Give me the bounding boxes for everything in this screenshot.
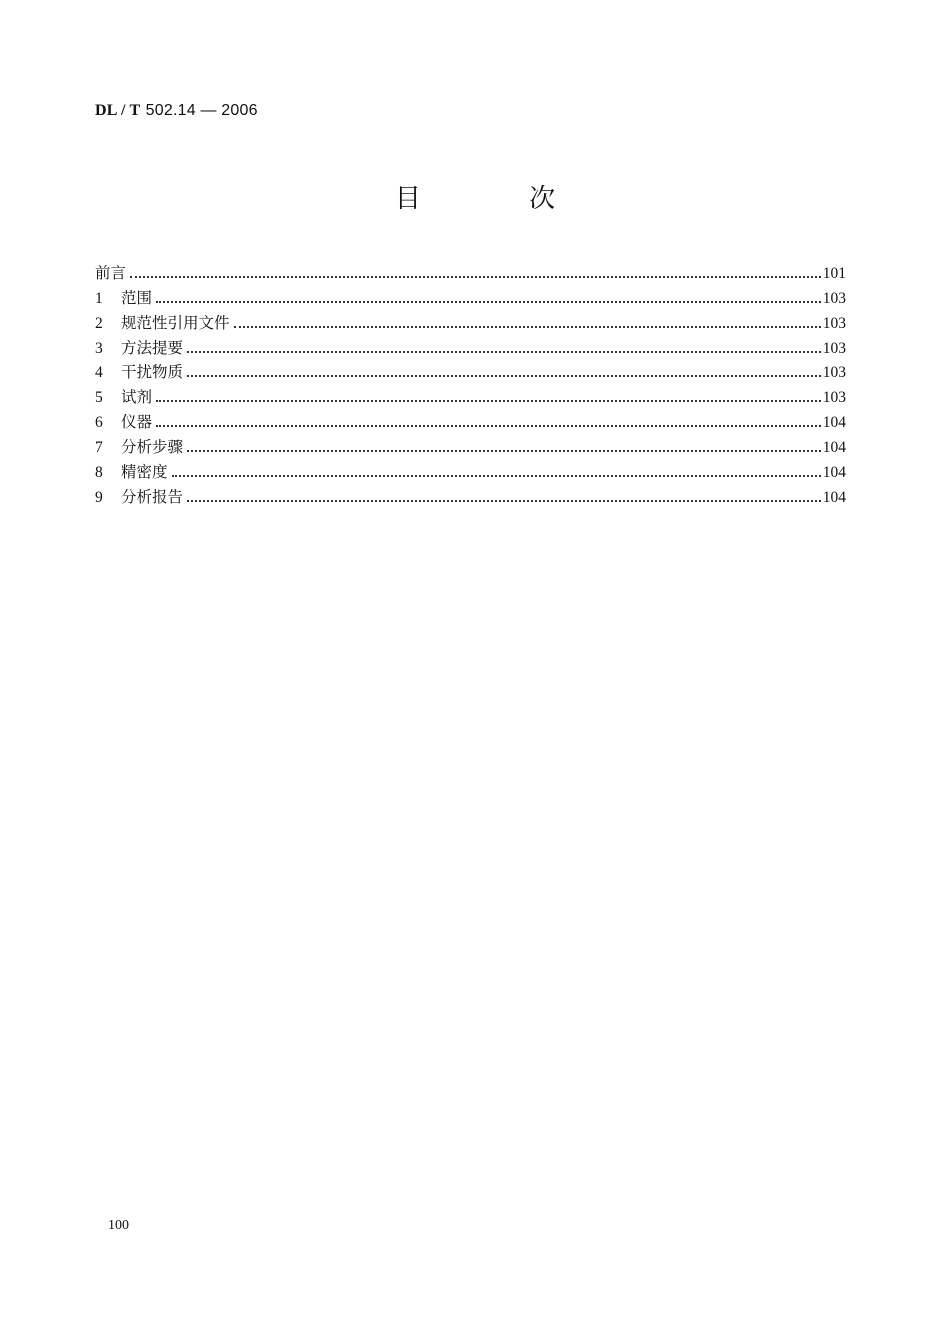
toc-entry-page: 104	[822, 414, 846, 432]
toc-entry-page: 103	[822, 389, 846, 407]
dot-leader	[187, 374, 821, 377]
dot-leader	[156, 424, 821, 427]
toc-entry-normative-references[interactable]	[95, 308, 846, 333]
toc-entry-title: 干扰物质	[121, 363, 184, 382]
toc-entry-title: 范围	[121, 288, 153, 307]
dot-leader	[156, 300, 821, 303]
toc-entry-title: 试剂	[121, 388, 153, 407]
dot-leader	[187, 499, 821, 502]
toc-entry-title: 规范性引用文件	[121, 313, 230, 332]
toc-entry-page: 104	[822, 488, 846, 506]
toc-entry-interferences[interactable]	[95, 358, 846, 383]
dot-leader	[187, 350, 821, 353]
dot-leader	[187, 449, 821, 452]
dot-leader	[156, 399, 821, 402]
toc-entry-precision[interactable]	[95, 457, 846, 482]
toc-entry-page: 101	[822, 264, 846, 282]
toc-entry-page: 104	[822, 464, 846, 482]
toc-entry-number: 9	[95, 488, 103, 506]
toc-entry-method-summary[interactable]	[95, 333, 846, 358]
toc-entry-number: 3	[95, 339, 103, 357]
toc-entry-procedure[interactable]	[95, 432, 846, 457]
toc-entry-reagents[interactable]	[95, 382, 846, 407]
toc-entry-apparatus[interactable]	[95, 407, 846, 432]
document-code	[95, 100, 258, 120]
standard-number: 502.14 — 2006	[145, 102, 258, 119]
toc-entry-page: 103	[822, 339, 846, 357]
toc-entry-report[interactable]	[95, 482, 846, 507]
table-of-contents	[95, 258, 846, 507]
toc-entry-page: 103	[822, 314, 846, 332]
toc-entry-title: 仪器	[121, 413, 153, 432]
toc-entry-title: 精密度	[121, 463, 168, 482]
toc-entry-number: 7	[95, 439, 103, 457]
toc-entry-title: 分析报告	[121, 487, 184, 506]
toc-entry-number: 5	[95, 389, 103, 407]
toc-entry-foreword[interactable]	[95, 258, 846, 283]
toc-entry-number: 1	[95, 289, 103, 307]
toc-entry-title: 分析步骤	[121, 438, 184, 457]
toc-entry-number: 2	[95, 314, 103, 332]
toc-entry-scope[interactable]	[95, 283, 846, 308]
dot-leader	[172, 474, 821, 477]
page-number: 100	[108, 1218, 129, 1233]
toc-entry-page: 103	[822, 289, 846, 307]
toc-entry-page: 104	[822, 439, 846, 457]
toc-entry-page: 103	[822, 364, 846, 382]
standard-prefix: DL / T	[95, 102, 141, 119]
toc-entry-number: 6	[95, 414, 103, 432]
dot-leader	[234, 325, 821, 328]
toc-entry-title: 方法提要	[121, 338, 184, 357]
toc-entry-title: 前言	[95, 263, 127, 282]
toc-entry-number: 4	[95, 364, 103, 382]
toc-title: 目 次	[394, 184, 606, 214]
toc-entry-number: 8	[95, 464, 103, 482]
dot-leader	[130, 275, 821, 278]
